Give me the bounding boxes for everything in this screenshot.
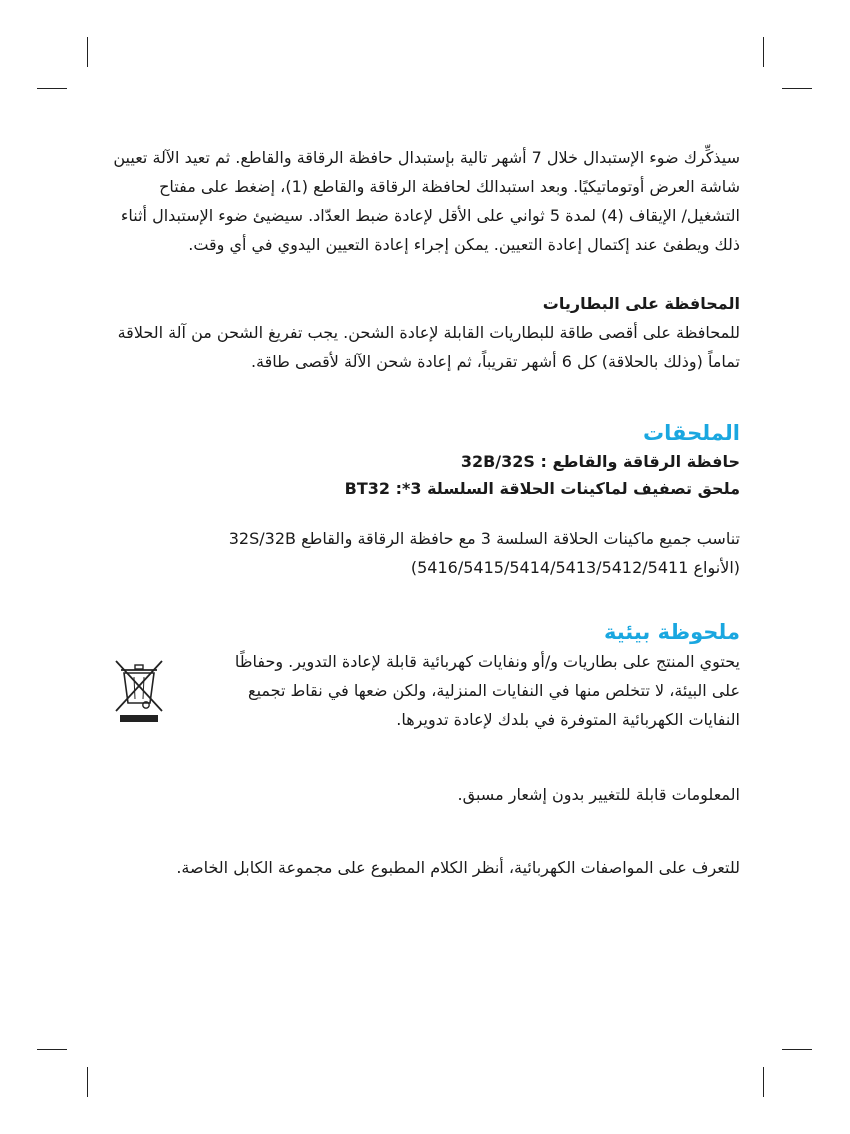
page-content	[110, 143, 740, 882]
crop-mark-top-right-v	[763, 37, 764, 67]
compat-line-1: تناسب جميع ماكينات الحلاقة السلسة 3 مع حافظة الرقاقة والقاطع 32S/32B	[228, 529, 740, 548]
notice-electrical: للتعرف على المواصفات الكهربائية، أنظر الكلام المطبوع على مجموعة الكابل الخاصة.	[176, 858, 740, 877]
battery-heading: المحافظة على البطاريات	[542, 294, 740, 313]
eco-paragraph: يحتوي المنتج على بطاريات و/أو ونفايات كهربائية قابلة لإعادة التدوير. وحفاظًا على البيئة، لا تتخلص منها في النفايات المنزلية، ولكن ضعها في نقاط تجميع النفايات الكهربائية المتوفرة في بلدك لإعادة تدويرها.	[234, 652, 740, 729]
crop-mark-bottom-left-v	[87, 1067, 88, 1097]
crop-mark-top-right-h	[782, 88, 812, 89]
crop-mark-bottom-left-h	[37, 1049, 67, 1050]
eco-title: ملحوظة بيئية	[603, 620, 740, 644]
crop-mark-bottom-right-h	[782, 1049, 812, 1050]
crop-mark-top-left-h	[37, 88, 67, 89]
crossed-out-wheelie-bin-icon	[108, 655, 170, 723]
accessory-line-2: ملحق تصفيف لماكينات الحلاقة السلسلة 3*: BT32	[344, 479, 740, 498]
compat-line-2: (الأنواع 5416/5415/5414/5413/5412/5411)	[410, 558, 740, 577]
intro-paragraph: سيذكِّرك ضوء الإستبدال خلال 7 أشهر تالية بإستبدال حافظة الرقاقة والقاطع. ثم تعيد الآلة تعيين شاشة العرض أوتوماتيكيًا. وبعد استبدالك لحافظة الرقاقة والقاطع (1)، إضغط على مفتاح التشغيل/ الإيقاف (4) لمدة 5 ثواني على الأقل لإعادة ضبط العدّاد. سيضيئ ضوء الإستبدال أثناء ذلك ويطفئ عند إكتمال إعادة التعيين. يمكن إجراء إعادة التعيين اليدوي في أي وقت.	[113, 148, 740, 254]
accessory-line-1: حافظة الرقاقة والقاطع : 32B/32S	[460, 452, 740, 471]
eco-note	[110, 647, 740, 734]
battery-paragraph: للمحافظة على أقصى طاقة للبطاريات القابلة لإعادة الشحن. يجب تفريغ الشحن من آلة الحلاقة تماماً (وذلك بالحلاقة) كل 6 أشهر تقريباً، ثم إعادة شحن الآلة لأقصى طاقة.	[117, 323, 740, 371]
crop-mark-top-left-v	[87, 37, 88, 67]
crop-mark-bottom-right-v	[763, 1067, 764, 1097]
accessories-title: الملحقات	[643, 421, 740, 445]
notice-change: المعلومات قابلة للتغيير بدون إشعار مسبق.	[457, 785, 740, 804]
